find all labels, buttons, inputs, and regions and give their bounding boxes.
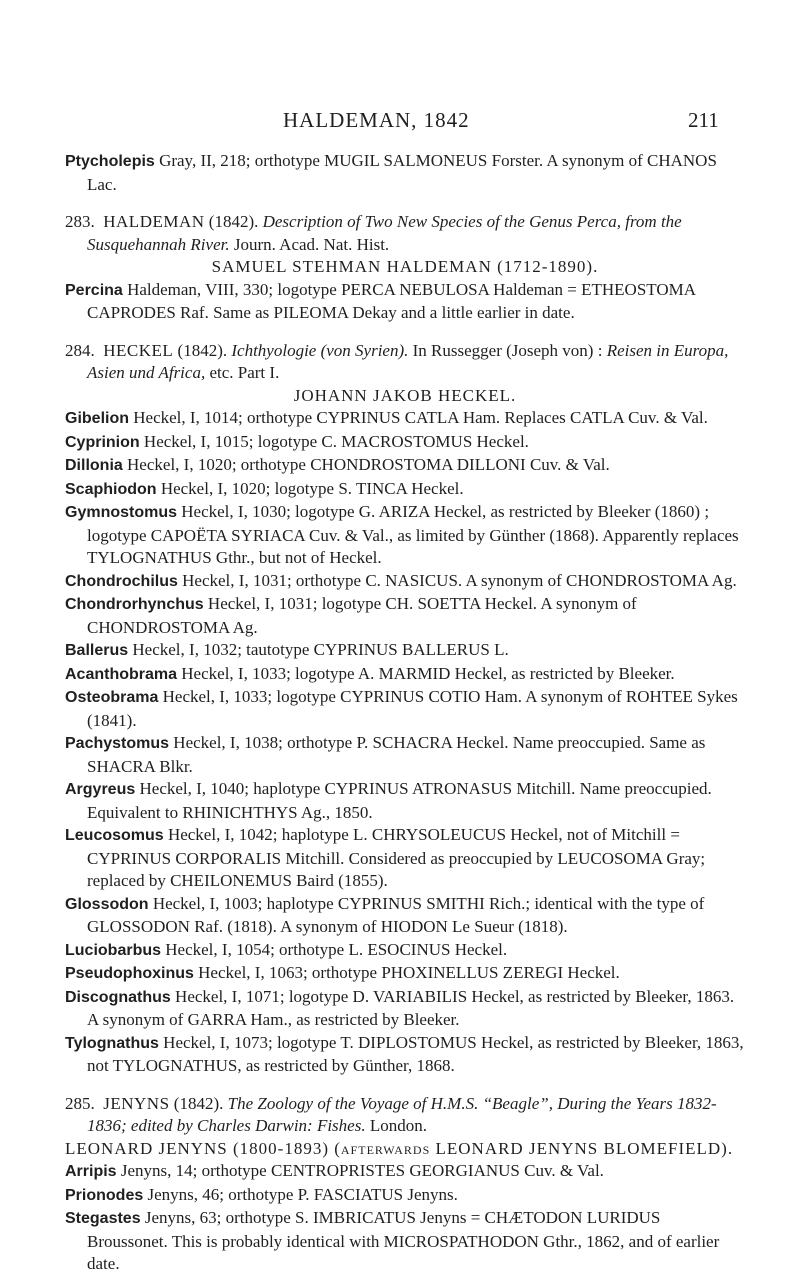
genus-entry — [65, 407, 745, 431]
page-body — [65, 150, 745, 1276]
genus-description: Heckel, I, 1042; haplotype L. CHRYSOLEUCUS Heckel, not of Mitchill = CYPRINUS CORPORALIS Mitchill. Considered as preoccupied by LEUCOSOMA Gray; replaced by CHEILONEMUS Baird (1855). — [87, 825, 706, 890]
reference-year: (1842). — [173, 1093, 224, 1113]
reference-title: Description of Two New Species of the Genus Perca, from the Susquehannah River. — [87, 212, 682, 254]
genus-description: Heckel, I, 1032; tautotype CYPRINUS BALLERUS L. — [128, 640, 509, 659]
genus-description: Gray, II, 218; orthotype MUGIL SALMONEUS Forster. A synonym of CHANOS Lac. — [87, 151, 717, 194]
genus-name: Ptycholepis — [65, 153, 155, 170]
reference-citation — [65, 1093, 745, 1138]
genus-description: Heckel, I, 1014; orthotype CYPRINUS CATLA Ham. Replaces CATLA Cuv. & Val. — [129, 408, 708, 427]
genus-entry — [65, 962, 745, 986]
genus-name: Acanthobrama — [65, 665, 178, 683]
genus-entry — [65, 593, 745, 639]
genus-name: Luciobarbus — [65, 941, 162, 959]
genus-description: Haldeman, VIII, 330; logotype PERCA NEBULOSA Haldeman = ETHEOSTOMA CAPRODES Raf. Same as PILEOMA Dekay and a little earlier in date. — [87, 279, 696, 322]
genus-name: Osteobrama — [65, 689, 159, 706]
reference-author: JENYNS — [103, 1093, 170, 1113]
genus-description: Heckel, I, 1015; logotype C. MACROSTOMUS Heckel. — [139, 431, 529, 451]
genus-name: Argyreus — [65, 781, 136, 798]
genus-name: Stegastes — [65, 1210, 141, 1227]
genus-entry — [65, 478, 745, 502]
running-title: HALDEMAN, 1842 — [283, 108, 470, 132]
genus-entry — [65, 986, 745, 1032]
author-full-name: SAMUEL STEHMAN HALDEMAN (1712-1890). — [211, 257, 599, 276]
reference-284 — [65, 340, 745, 1078]
reference-year: (1842). — [208, 212, 259, 231]
genus-entry — [65, 454, 745, 478]
genus-description: Heckel, I, 1038; orthotype P. SCHACRA Heckel. Name preoccupied. Same as SHACRA Blkr. — [87, 733, 706, 776]
genus-entry — [65, 1160, 745, 1184]
genus-description: Heckel, I, 1031; orthotype C. NASICUS. A synonym of CHONDROSTOMA Ag. — [177, 570, 737, 590]
reference-journal: London. — [369, 1116, 427, 1135]
genus-name: Gymnostomus — [65, 504, 178, 521]
genus-entry — [65, 778, 745, 824]
genus-entry — [65, 150, 745, 196]
genus-entry — [65, 639, 745, 663]
genus-name: Discognathus — [65, 988, 171, 1006]
genus-entry — [65, 279, 745, 325]
genus-name: Gibelion — [65, 410, 129, 427]
reference-number: 283. — [65, 212, 95, 231]
reference-year: (1842). — [177, 340, 228, 360]
genus-description: Jenyns, 46; orthotype P. FASCIATUS Jenyns. — [143, 1184, 458, 1204]
author-full-name-text: LEONARD JENYNS (1800-1893) (afterwards LEONARD JENYNS BLOMEFIELD). — [65, 1138, 734, 1158]
genus-description: Heckel, I, 1071; logotype D. VARIABILIS Heckel, as restricted by Bleeker, 1863. A synonym of GARRA Ham., as restricted by Bleeker. — [87, 986, 735, 1029]
genus-description: Heckel, I, 1003; haplotype CYPRINUS SMITHI Rich.; identical with the type of GLOSSODON Raf. (1818). A synonym of HIODON Le Sueur (1818). — [87, 893, 705, 936]
reference-author: HALDEMAN — [103, 212, 205, 231]
genus-description: Heckel, I, 1031; logotype CH. SOETTA Heckel. A synonym of CHONDROSTOMA Ag. — [87, 594, 637, 637]
genus-name: Pseudophoxinus — [65, 965, 194, 982]
genus-entry — [65, 1207, 745, 1276]
genus-name: Ballerus — [65, 642, 129, 659]
reference-number: 284. — [65, 340, 95, 360]
genus-name: Dillonia — [65, 457, 123, 474]
genus-entry — [65, 686, 745, 732]
genus-description: Heckel, I, 1030; logotype G. ARIZA Heckel, as restricted by Bleeker (1860) ; logotype CAPOËTA SYRIACA Cuv. & Val., as limited by Günther (1868). Apparently replaces TYLOGNATHUS Gthr., but not of Heckel. — [87, 502, 739, 567]
reference-journal: Journ. Acad. Nat. Hist. — [233, 234, 390, 254]
genus-name: Glossodon — [65, 895, 149, 913]
genus-entry — [65, 663, 745, 687]
genus-entry — [65, 570, 745, 594]
running-header — [0, 108, 800, 138]
reference-title: Ichthyologie (von Syrien). — [231, 340, 409, 360]
genus-description: Heckel, I, 1020; logotype S. TINCA Heckel. — [156, 478, 464, 498]
reference-journal-2: etc. Part I. — [209, 363, 280, 382]
reference-283 — [65, 211, 745, 325]
genus-description: Heckel, I, 1033; logotype CYPRINUS COTIO Ham. A synonym of ROHTEE Sykes (1841). — [87, 687, 738, 730]
reference-number: 285. — [65, 1093, 95, 1113]
genus-description: Heckel, I, 1040; haplotype CYPRINUS ATRONASUS Mitchill. Name preoccupied. Equivalent to RHINICHTHYS Ag., 1850. — [87, 779, 712, 822]
reference-285 — [65, 1093, 745, 1276]
genus-name: Prionodes — [65, 1186, 144, 1204]
genus-entry — [65, 1032, 745, 1078]
genus-name: Percina — [65, 281, 123, 299]
genus-description: Jenyns, 63; orthotype S. IMBRICATUS Jenyns = CHÆTODON LURIDUS Broussonet. This is probably identical with MICROSPATHODON Gthr., 1862, and of earlier date. — [87, 1208, 720, 1273]
genus-entry — [65, 893, 745, 939]
reference-citation — [65, 211, 745, 256]
author-full-name: JOHANN JAKOB HECKEL. — [293, 385, 517, 405]
reference-journal: In Russegger (Joseph von) : — [412, 340, 603, 360]
author-full-name — [65, 1138, 745, 1161]
genus-description: Heckel, I, 1073; logotype T. DIPLOSTOMUS Heckel, as restricted by Bleeker, 1863, not TYLOGNATHUS, as restricted by Günther, 1868. — [87, 1032, 744, 1075]
genus-entry — [65, 939, 745, 963]
genus-entry — [65, 824, 745, 893]
genus-entry — [65, 1184, 745, 1208]
genus-name: Cyprinion — [65, 433, 140, 451]
genus-name: Tylognathus — [65, 1034, 159, 1052]
genus-name: Chondrochilus — [65, 572, 178, 590]
genus-entry — [65, 732, 745, 778]
genus-description: Heckel, I, 1063; orthotype PHOXINELLUS ZEREGI Heckel. — [193, 963, 620, 982]
genus-name: Pachystomus — [65, 735, 170, 752]
genus-name: Chondrorhynchus — [65, 596, 204, 613]
genus-description: Heckel, I, 1033; logotype A. MARMID Heckel, as restricted by Bleeker. — [177, 663, 675, 683]
reference-title-2: Reisen in Europa, Asien und Africa, — [87, 340, 729, 382]
reference-citation — [65, 340, 745, 385]
genus-name: Leucosomus — [65, 827, 164, 844]
genus-name: Scaphiodon — [65, 480, 157, 498]
genus-name: Arripis — [65, 1163, 117, 1180]
genus-description: Jenyns, 14; orthotype CENTROPRISTES GEORGIANUS Cuv. & Val. — [116, 1161, 604, 1180]
genus-description: Heckel, I, 1054; orthotype L. ESOCINUS Heckel. — [161, 939, 508, 959]
genus-description: Heckel, I, 1020; orthotype CHONDROSTOMA DILLONI Cuv. & Val. — [122, 455, 610, 474]
genus-entry — [65, 431, 745, 455]
reference-author: HECKEL — [103, 340, 174, 360]
reference-title: The Zoology of the Voyage of H.M.S. “Beagle”, During the Years 1832-1836; edited by Charles Darwin: Fishes. — [87, 1093, 717, 1135]
genus-entry — [65, 501, 745, 570]
page-number: 211 — [688, 108, 719, 132]
